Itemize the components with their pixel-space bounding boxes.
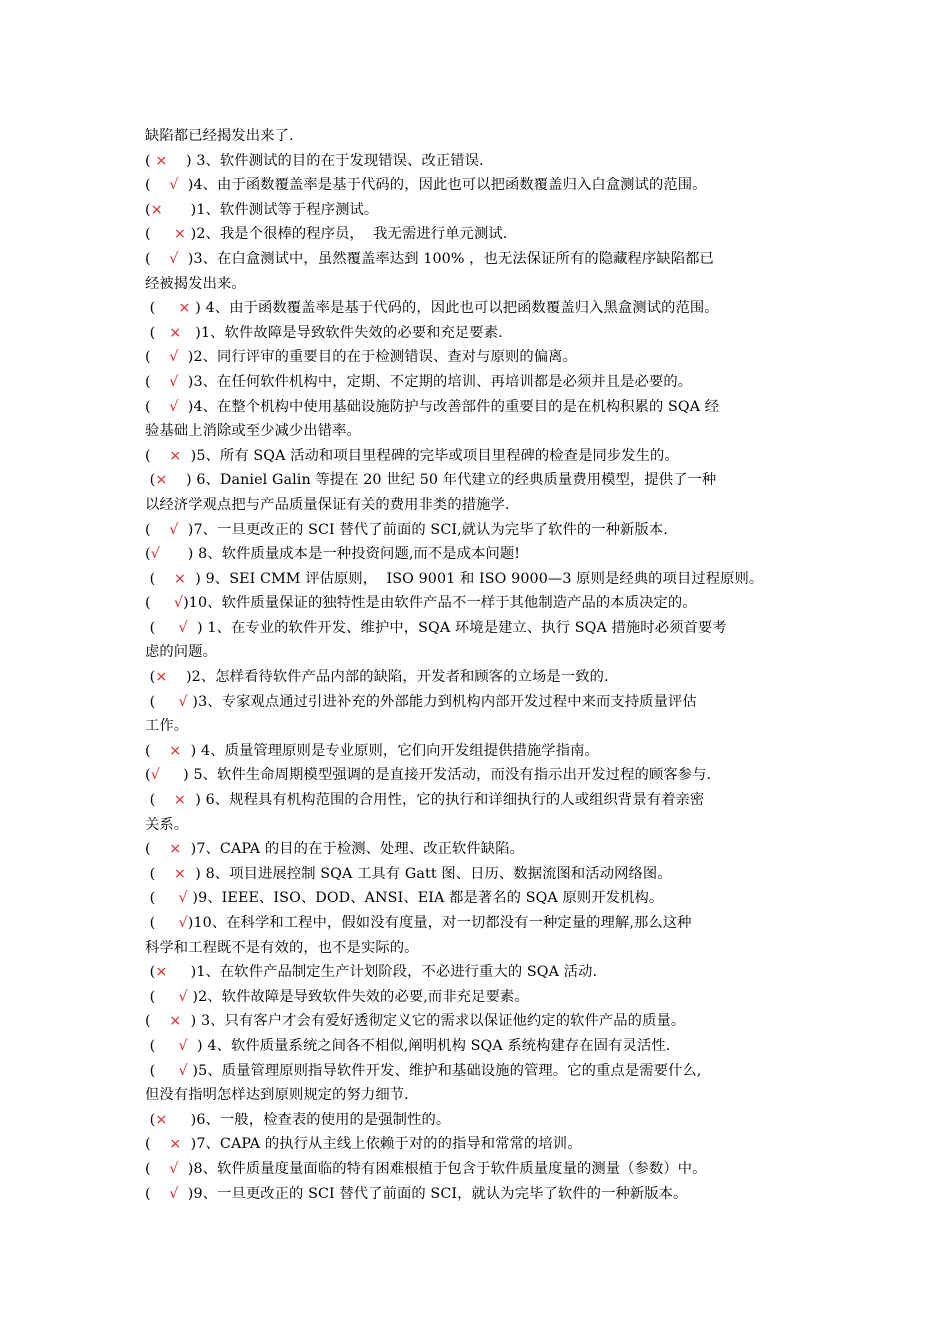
line-prefix: ( (145, 226, 174, 243)
line-prefix: ( (145, 792, 174, 809)
text-line (145, 591, 815, 616)
check-mark-icon: √ (169, 1160, 179, 1177)
line-text: )10、在科学和工程中，假如没有度量，对一切都没有一种定量的理解,那么这种 (187, 915, 692, 931)
check-mark-icon: √ (173, 595, 184, 612)
text-line (145, 1157, 815, 1182)
cross-mark-icon: × (155, 152, 168, 169)
line-text: ) 1、在专业的软件开发、维护中，SQA 环境是建立、执行 SQA 措施时必须首要考 (187, 619, 727, 636)
line-text: )7、CAPA 的目的在于检测、处理、改正软件缺陷。 (181, 841, 525, 858)
check-mark-icon: √ (169, 177, 179, 194)
check-mark-icon: √ (178, 619, 188, 636)
text-line (145, 911, 815, 936)
line-text: )1、软件故障是导致软件失效的必要和充足要素. (181, 324, 503, 341)
cross-mark-icon: × (155, 1111, 168, 1128)
text-line (145, 1034, 815, 1059)
line-text: )2、同行评审的重要目的在于检测错误、查对与原则的偏离。 (178, 349, 577, 366)
line-text: ) 5、软件生命周期模型强调的是直接开发活动，而没有指示出开发过程的顾客参与. (159, 767, 712, 784)
text-line (145, 813, 815, 838)
line-text: ) 6、规程具有机构范围的合用性，它的执行和详细执行的人或组织背景有着亲密 (186, 792, 705, 809)
cross-mark-icon: × (155, 669, 168, 686)
check-mark-icon: √ (169, 1185, 179, 1202)
line-text: 工作。 (145, 718, 189, 735)
text-line (145, 1108, 815, 1133)
check-mark-icon: √ (178, 693, 188, 710)
text-line (145, 862, 815, 887)
line-prefix: ( (145, 447, 170, 464)
cross-mark-icon: × (155, 472, 168, 489)
line-text: ) 8、项目进展控制 SQA 工具有 Gatt 图、日历、数据流图和活动网络图。 (186, 865, 672, 882)
text-line (145, 1182, 815, 1207)
cross-mark-icon: × (169, 742, 182, 759)
cross-mark-icon: × (150, 201, 163, 218)
cross-mark-icon: × (173, 570, 186, 587)
line-prefix: ( (145, 177, 170, 194)
line-text: )4、由于函数覆盖率是基于代码的，因此也可以把函数覆盖归入白盒测试的范围。 (178, 177, 707, 194)
line-prefix: ( (145, 472, 156, 489)
line-text: ) 3、软件测试的目的在于发现错误、改正错误. (167, 152, 484, 169)
check-mark-icon: √ (150, 546, 160, 563)
text-line (145, 518, 815, 543)
line-text: 以经济学观点把与产品质量保证有关的费用非类的措施学. (145, 496, 510, 513)
text-line (145, 468, 815, 493)
text-line (145, 321, 815, 346)
text-line (145, 542, 815, 567)
line-prefix: ( (145, 373, 170, 390)
line-prefix: ( (145, 1185, 170, 1202)
line-prefix: ( (145, 865, 174, 882)
text-line (145, 960, 815, 985)
line-prefix: ( (145, 1160, 170, 1177)
line-text: ) 9、SEI CMM 评估原则， ISO 9001 和 ISO 9000—3 原则是经典的项目过程原则。 (186, 570, 764, 587)
line-text: )3、在白盒测试中，虽然覆盖率达到 100% ，也无法保证所有的隐藏程序缺陷都已 (178, 250, 714, 267)
line-prefix: ( (145, 915, 179, 931)
line-text: )7、一旦更改正的 SCI 替代了前面的 SCI,就认为完毕了软件的一种新版本. (178, 521, 668, 538)
check-mark-icon: √ (178, 1062, 188, 1079)
cross-mark-icon: × (169, 1013, 182, 1030)
text-line (145, 714, 815, 739)
line-text: )5、所有 SQA 活动和项目里程碑的完毕或项目里程碑的检查是同步发生的。 (181, 447, 679, 464)
line-text: 缺陷都已经揭发出来了. (145, 128, 294, 144)
text-line (145, 690, 815, 715)
line-prefix: ( (145, 1037, 179, 1054)
line-text: )9、一旦更改正的 SCI 替代了前面的 SCI，就认为完毕了软件的一种新版本。 (178, 1185, 688, 1202)
line-text: )6、一般，检查表的使用的是强制性的。 (167, 1111, 451, 1128)
check-mark-icon: √ (169, 521, 179, 538)
text-line (145, 247, 815, 272)
line-text: )7、CAPA 的执行从主线上依赖于对的的指导和常常的培训。 (181, 1136, 582, 1153)
text-line (145, 345, 815, 370)
text-line (145, 173, 815, 198)
line-prefix: ( (145, 250, 170, 267)
text-line (145, 837, 815, 862)
text-line (145, 1009, 815, 1034)
line-text: 验基础上消除或至少减少出错率。 (145, 423, 361, 440)
line-prefix: ( (145, 619, 179, 636)
line-prefix: ( (145, 398, 170, 415)
text-line (145, 788, 815, 813)
text-line (145, 370, 815, 395)
cross-mark-icon: × (178, 300, 191, 317)
check-mark-icon: √ (169, 373, 179, 390)
line-text: )10、软件质量保证的独特性是由软件产品不一样于其他制造产品的本质决定的。 (183, 595, 697, 612)
check-mark-icon: √ (178, 988, 188, 1005)
text-line (145, 296, 815, 321)
line-prefix: ( (145, 521, 170, 538)
text-line (145, 886, 815, 911)
line-prefix: ( (145, 1062, 179, 1079)
line-text: 虑的问题。 (145, 644, 217, 661)
line-text: )5、质量管理原则指导软件开发、维护和基础设施的管理。它的重点是需要什么, (187, 1062, 702, 1079)
text-line (145, 936, 815, 961)
line-prefix: ( (145, 595, 174, 612)
text-line (145, 222, 815, 247)
text-line (145, 1132, 815, 1157)
line-text: )2、软件故障是导致软件失效的必要,而非充足要素。 (187, 988, 529, 1005)
text-line (145, 665, 815, 690)
text-line (145, 985, 815, 1010)
cross-mark-icon: × (169, 447, 182, 464)
check-mark-icon: √ (178, 1037, 188, 1054)
line-text: )9、IEEE、ISO、DOD、ANSI、EIA 都是著名的 SQA 原则开发机构。 (187, 890, 664, 907)
text-line (145, 640, 815, 665)
text-line (145, 1059, 815, 1084)
line-text: )4、在整个机构中使用基础设施防护与改善部件的重要目的是在机构积累的 SQA 经 (178, 398, 720, 415)
line-prefix: ( (145, 324, 170, 341)
text-line (145, 739, 815, 764)
text-line (145, 419, 815, 444)
line-prefix: ( (145, 841, 170, 858)
text-line (145, 272, 815, 297)
text-line (145, 1083, 815, 1108)
cross-mark-icon: × (169, 1136, 182, 1153)
cross-mark-icon: × (173, 226, 186, 243)
line-text: 但没有指明怎样达到原则规定的努力细节. (145, 1087, 409, 1104)
line-prefix: ( (145, 742, 170, 759)
cross-mark-icon: × (169, 841, 182, 858)
line-prefix: ( (145, 890, 179, 907)
line-prefix: ( (145, 349, 170, 366)
cross-mark-icon: × (173, 792, 186, 809)
line-prefix: ( (145, 669, 156, 686)
line-prefix: ( (145, 300, 179, 317)
line-prefix: ( (145, 570, 174, 587)
line-prefix: ( (145, 1136, 170, 1153)
line-text: 关系。 (145, 816, 189, 833)
line-prefix: ( (145, 1013, 170, 1030)
check-mark-icon: √ (178, 890, 188, 907)
text-line (145, 567, 815, 592)
cross-mark-icon: × (169, 324, 182, 341)
line-text: ) 8、软件质量成本是一种投资问题,而不是成本问题! (159, 546, 521, 563)
line-text: ) 6、Daniel Galin 等提在 20 世纪 50 年代建立的经典质量费用模型，提供了一种 (167, 472, 717, 489)
line-text: )2、我是个很棒的程序员， 我无需进行单元测试. (186, 226, 508, 243)
text-line (145, 149, 815, 174)
line-text: 科学和工程既不是有效的，也不是实际的。 (145, 939, 419, 956)
cross-mark-icon: × (173, 865, 186, 882)
text-line (145, 763, 815, 788)
check-mark-icon: √ (169, 250, 179, 267)
line-text: 经被揭发出来。 (145, 275, 246, 292)
line-prefix: ( (145, 988, 179, 1005)
line-prefix: ( (145, 201, 151, 218)
line-prefix: ( (145, 964, 156, 981)
text-line (145, 616, 815, 641)
check-mark-icon: √ (169, 349, 179, 366)
check-mark-icon: √ (178, 915, 188, 931)
text-line (145, 198, 815, 223)
cross-mark-icon: × (155, 964, 168, 981)
line-text: )8、软件质量度量面临的特有困难根植于包含于软件质量度量的测量（参数）中。 (178, 1160, 707, 1177)
text-line (145, 124, 815, 149)
line-text: ) 3、只有客户才会有爱好透彻定义它的需求以保证他约定的软件产品的质量。 (181, 1013, 686, 1030)
line-text: ) 4、由于函数覆盖率是基于代码的，因此也可以把函数覆盖归入黑盒测试的范围。 (190, 300, 719, 317)
text-line (145, 395, 815, 420)
line-prefix: ( (145, 1111, 156, 1128)
line-text: )1、在软件产品制定生产计划阶段，不必进行重大的 SQA 活动. (167, 964, 598, 981)
line-text: )1、软件测试等于程序测试。 (162, 201, 379, 218)
line-prefix: ( (145, 693, 179, 710)
check-mark-icon: √ (169, 398, 179, 415)
line-text: )2、怎样看待软件产品内部的缺陷，开发者和顾客的立场是一致的. (167, 669, 609, 686)
document-body (145, 124, 815, 1206)
line-prefix: ( (145, 767, 151, 784)
line-prefix: ( (145, 546, 151, 563)
line-text: )3、专家观点通过引进补充的外部能力到机构内部开发过程中来而支持质量评估 (187, 693, 697, 710)
line-text: )3、在任何软件机构中，定期、不定期的培训、再培训都是必须并且是必要的。 (178, 373, 693, 390)
check-mark-icon: √ (150, 767, 160, 784)
line-text: ) 4、质量管理原则是专业原则，它们向开发组提供措施学指南。 (181, 742, 599, 759)
text-line (145, 493, 815, 518)
text-line (145, 444, 815, 469)
line-text: ) 4、软件质量系统之间各不相似,阐明机构 SQA 系统构建存在固有灵活性. (187, 1037, 671, 1054)
line-prefix: ( (145, 152, 156, 169)
